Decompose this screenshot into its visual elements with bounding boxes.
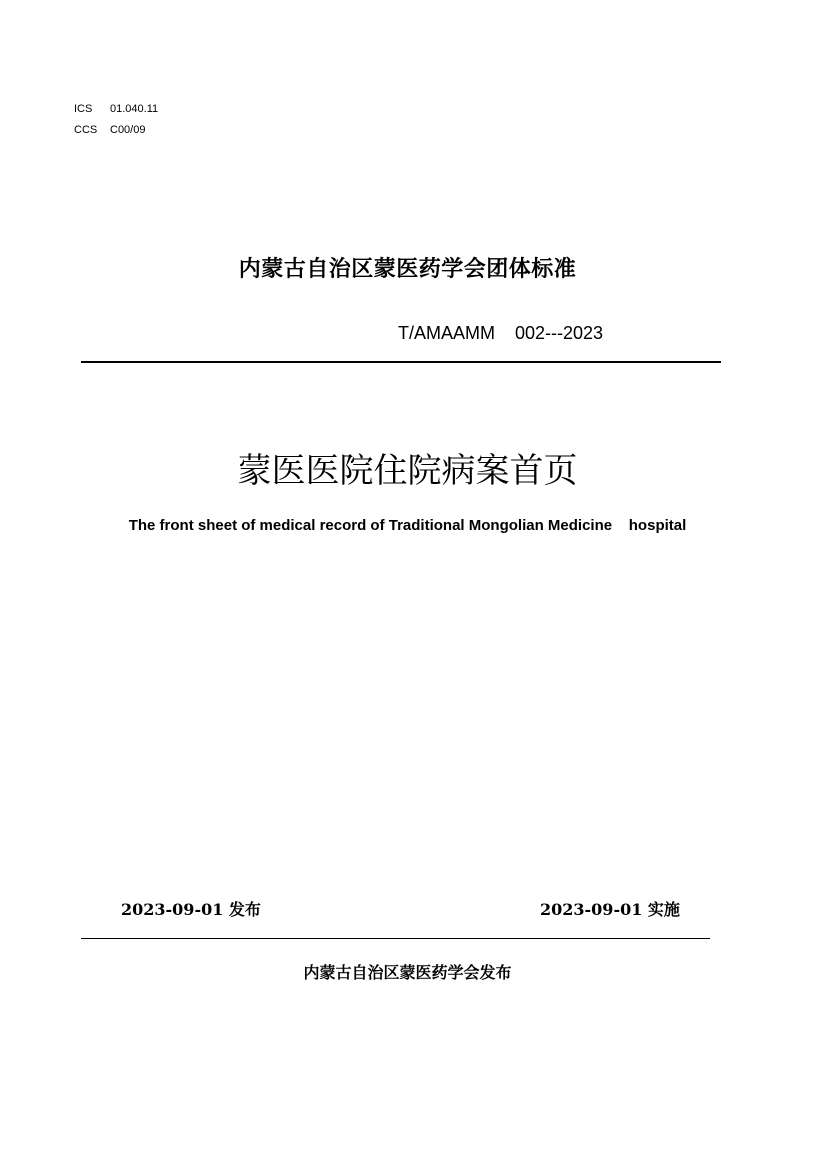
publisher-statement: 内蒙古自治区蒙医药学会发布 [303, 963, 512, 982]
standard-number: T/AMAAMM 002---2023 [398, 323, 604, 343]
ccs-code [74, 123, 145, 137]
ccs-label: CCS [74, 124, 98, 136]
header-divider [81, 361, 721, 363]
ics-value: 01.040.11 [110, 103, 159, 115]
footer-divider [81, 938, 710, 939]
ccs-value: C00/09 [110, 124, 146, 136]
ics-label: ICS [74, 103, 93, 115]
organization-standard-title: 内蒙古自治区蒙医药学会团体标准 [238, 257, 577, 282]
document-title-chinese: 蒙医医院住院病案首页 [237, 451, 578, 491]
document-title-english: The front sheet of medical record of Traditional Mongolian Medicine hospital [128, 517, 687, 534]
ics-code [74, 102, 158, 116]
publish-date: 2023-09-01 发布 [121, 900, 261, 919]
implementation-date: 2023-09-01 实施 [540, 900, 680, 919]
